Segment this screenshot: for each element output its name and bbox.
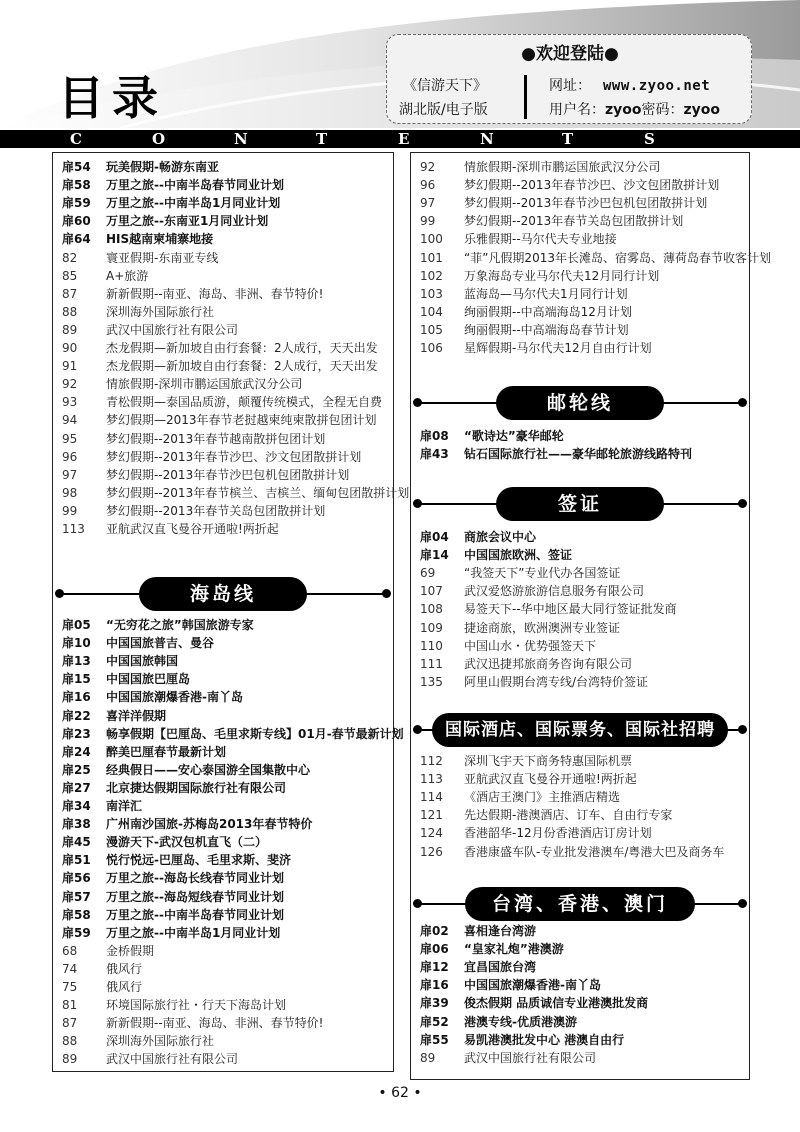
- bullet-dot-icon: [738, 398, 747, 407]
- entry-title: 香港韶华-12月份香港酒店订房计划: [464, 826, 652, 841]
- section-header: [411, 487, 749, 521]
- entry-title: 梦幻假期--2013年春节沙巴包机包团散拼计划: [464, 196, 708, 211]
- toc-entry[interactable]: [62, 358, 378, 375]
- contents-letter: T: [562, 130, 574, 148]
- page-ref: 扉58: [62, 907, 91, 922]
- page-ref: 90: [62, 341, 78, 355]
- page-ref: 扉34: [62, 799, 91, 813]
- entry-title: 万里之旅--中南半岛1月同业计划: [106, 196, 281, 211]
- page-ref: 106: [420, 341, 443, 355]
- toc-entry[interactable]: [420, 428, 564, 445]
- section-header: [411, 713, 749, 747]
- toc-entry[interactable]: [62, 213, 268, 230]
- toc-entry[interactable]: [420, 529, 536, 546]
- toc-entry[interactable]: [420, 159, 660, 176]
- page-ref: 92: [62, 377, 78, 392]
- entry-title: “我签天下”专业代办各国签证: [464, 566, 621, 581]
- toc-entry[interactable]: [420, 1032, 624, 1049]
- section-title: 台湾、香港、澳门: [465, 887, 695, 921]
- page-ref: 扉14: [420, 548, 449, 563]
- page-ref: 93: [62, 395, 78, 410]
- left-column: [52, 152, 410, 1072]
- toc-entry[interactable]: [420, 959, 536, 976]
- entry-title: 绚丽假期--中高端海岛12月计划: [464, 304, 632, 319]
- toc-entry[interactable]: [62, 268, 148, 285]
- page-ref: 扉25: [62, 762, 91, 777]
- page-ref: 扉10: [62, 636, 91, 651]
- bullet-dot-icon: [55, 589, 64, 598]
- toc-entry[interactable]: [62, 231, 213, 248]
- page-ref: 扉22: [62, 708, 91, 723]
- section-title: 邮轮线: [496, 386, 664, 420]
- page-ref: 100: [420, 232, 443, 247]
- bullet-dot-icon: [738, 899, 747, 908]
- entry-title: 中国山水・优势强签天下: [464, 638, 597, 653]
- toc-entry[interactable]: [62, 1051, 238, 1068]
- section-title: 国际酒店、国际票务、国际社招聘: [432, 713, 728, 747]
- entry-title: 万里之旅--中南半岛春节同业计划: [106, 907, 284, 922]
- toc-entry[interactable]: [62, 521, 279, 538]
- page-ref: 扉60: [62, 214, 91, 229]
- toc-entry[interactable]: [62, 979, 142, 996]
- toc-entry[interactable]: [420, 923, 536, 940]
- page-ref: 扉52: [420, 1014, 449, 1029]
- entry-title: HIS越南柬埔寨地接: [106, 232, 214, 247]
- entry-title: 梦幻假期--2013年春节关岛包团散拼计划: [106, 503, 326, 518]
- entry-title: 俊杰假期 品质诚信专业港澳批发商: [464, 996, 649, 1011]
- entry-title: 中国国旅韩国: [106, 654, 179, 669]
- entry-title: A+旅游: [106, 268, 149, 283]
- toc-entry[interactable]: [420, 177, 719, 194]
- toc-entry[interactable]: [62, 340, 378, 357]
- toc-entry[interactable]: [62, 431, 325, 448]
- contents-letter: T: [316, 130, 328, 148]
- page-ref: 89: [62, 322, 78, 337]
- toc-entry[interactable]: [62, 286, 323, 303]
- entry-title: 中国国旅巴厘岛: [106, 672, 191, 687]
- page-ref: 104: [420, 304, 443, 319]
- toc-entry[interactable]: [420, 583, 644, 600]
- entry-title: 武汉迅捷邦旅商务咨询有限公司: [464, 656, 633, 671]
- magazine-name: 《信游天下》: [403, 78, 487, 94]
- toc-entry[interactable]: [62, 744, 226, 761]
- toc-entry[interactable]: [62, 925, 280, 942]
- bullet-dot-icon: [413, 725, 422, 734]
- entry-title: 北京捷达假期国际旅行社有限公司: [106, 780, 287, 795]
- url-row: [549, 75, 710, 95]
- toc-entry[interactable]: [62, 997, 286, 1014]
- page-ref: 96: [420, 178, 436, 193]
- toc-entry[interactable]: [420, 547, 572, 564]
- page-ref: 114: [420, 790, 443, 805]
- bullet-dot-icon: [413, 398, 422, 407]
- page-ref: 107: [420, 584, 443, 599]
- entry-title: 漫游天下-武汉包机直飞（二）: [106, 835, 267, 850]
- toc-entry[interactable]: [420, 1014, 577, 1031]
- entry-title: “菲”凡假期2013年长滩岛、宿雾岛、薄荷岛春节收客计划: [464, 250, 771, 265]
- contents-letter: C: [70, 130, 82, 148]
- page-ref: 124: [420, 826, 443, 841]
- page-ref: 扉08: [420, 429, 449, 443]
- toc-entry[interactable]: [62, 780, 286, 797]
- page-ref: 99: [62, 503, 78, 518]
- page-ref: 扉55: [420, 1032, 449, 1047]
- entry-title: 广州南沙国旅-苏梅岛2013年春节特价: [106, 817, 313, 832]
- entry-title: 中国国旅普吉、曼谷: [106, 636, 215, 651]
- toc-entry[interactable]: [420, 825, 652, 842]
- toc-entry[interactable]: [62, 635, 214, 652]
- entry-title: 情旅假期-深圳市鹏运国旅武汉分公司: [106, 377, 303, 392]
- entry-title: 武汉中国旅行社有限公司: [106, 322, 239, 337]
- toc-entry[interactable]: [62, 708, 166, 725]
- page-ref: 113: [62, 522, 85, 536]
- toc-entry[interactable]: [420, 1050, 596, 1067]
- toc-entry[interactable]: [62, 467, 349, 484]
- toc-entry[interactable]: [420, 941, 564, 958]
- toc-entry[interactable]: [420, 231, 617, 248]
- entry-title: 亚航武汉直飞曼谷开通啦!两折起: [106, 522, 279, 536]
- page-ref: 135: [420, 674, 443, 689]
- page-ref: 91: [62, 359, 78, 374]
- entry-title: 杰龙假期—新加坡自由行套餐：2人成行，天天出发: [106, 341, 378, 355]
- page-ref: 扉04: [420, 530, 449, 544]
- toc-entry[interactable]: [62, 394, 382, 411]
- entry-title: 中国国旅潮爆香港-南丫岛: [464, 978, 601, 993]
- contents-letter: O: [152, 130, 166, 148]
- page-ref: 92: [420, 160, 436, 174]
- page-ref: 97: [62, 467, 78, 482]
- entry-title: 梦幻假期--2013年春节沙巴、沙文包团散拼计划: [106, 449, 362, 464]
- page-title: 目录: [58, 71, 166, 125]
- page-ref: 扉51: [62, 853, 91, 868]
- entry-title: 醉美巴厘春节最新计划: [106, 744, 227, 759]
- page-ref: 75: [62, 980, 78, 994]
- section-header: [411, 386, 749, 420]
- entry-title: 星辉假期-马尔代夫12月自由行计划: [464, 341, 652, 355]
- page-ref: 扉54: [62, 160, 91, 174]
- page-ref: 74: [62, 961, 78, 976]
- toc-entry[interactable]: [62, 870, 284, 887]
- login-box: [386, 34, 752, 124]
- entry-title: 易凯港澳批发中心 港澳自由行: [464, 1032, 625, 1047]
- toc-entry[interactable]: [62, 250, 218, 267]
- section-title: 海岛线: [139, 577, 307, 611]
- entry-title: 武汉中国旅行社有限公司: [464, 1050, 597, 1065]
- entry-title: 畅享假期【巴厘岛、毛里求斯专线】01月-春节最新计划: [106, 726, 404, 741]
- toc-entry[interactable]: [62, 1033, 214, 1050]
- bullet-dot-icon: [738, 725, 747, 734]
- entry-title: 阿里山假期台湾专线/台湾特价签证: [464, 674, 649, 689]
- page-ref: 87: [62, 286, 78, 301]
- page-ref: 扉39: [420, 996, 449, 1011]
- entry-title: 深圳飞宇天下商务特惠国际机票: [464, 754, 633, 768]
- page-ref: 109: [420, 620, 443, 635]
- entry-title: 先达假期-港澳酒店、订车、自由行专家: [464, 808, 673, 823]
- url-label: 网址：: [549, 78, 591, 94]
- page-ref: 扉38: [62, 817, 91, 832]
- section-header: [411, 887, 749, 921]
- entry-title: 梦幻假期--2013年春节关岛包团散拼计划: [464, 214, 684, 229]
- page-ref: 101: [420, 250, 443, 265]
- toc-entry[interactable]: [62, 907, 284, 924]
- page-ref: 110: [420, 638, 443, 653]
- page-ref: 82: [62, 250, 78, 265]
- toc-entry[interactable]: [420, 322, 629, 339]
- page-ref: 扉16: [62, 690, 91, 705]
- username-label: 用户名：: [549, 102, 605, 118]
- page-ref: 89: [62, 1052, 78, 1067]
- page-ref: 85: [62, 268, 78, 283]
- toc-entry[interactable]: [62, 816, 312, 833]
- page-ref: 96: [62, 449, 78, 464]
- page-ref: 扉57: [62, 889, 91, 904]
- page-ref: 68: [62, 943, 78, 958]
- entry-title: 宜昌国旅台湾: [464, 960, 537, 975]
- toc-entry[interactable]: [420, 286, 628, 303]
- entry-title: 梦幻假期--2013年春节沙巴包机包团散拼计划: [106, 467, 350, 482]
- page-ref: 94: [62, 413, 78, 428]
- section-header: [53, 577, 393, 611]
- page-ref: 81: [62, 998, 78, 1013]
- page-ref: 扉24: [62, 744, 91, 759]
- page-ref: 105: [420, 322, 443, 337]
- entry-title: “无穷花之旅”韩国旅游专家: [106, 618, 254, 632]
- toc-entry[interactable]: [62, 961, 142, 978]
- toc-entry[interactable]: [62, 195, 280, 212]
- entry-title: 香港康盛车队-专业批发港澳车/粤港大巴及商务车: [464, 844, 725, 859]
- entry-title: 梦幻假期--2013年春节沙巴、沙文包团散拼计划: [464, 178, 720, 193]
- page-ref: 扉15: [62, 672, 91, 687]
- page-ref: 126: [420, 844, 443, 859]
- bullet-dot-icon: [738, 499, 747, 508]
- entry-title: 商旅会议中心: [464, 530, 537, 544]
- toc-entry[interactable]: [420, 250, 771, 267]
- toc-entry[interactable]: [420, 753, 632, 770]
- toc-entry[interactable]: [420, 789, 620, 806]
- page-ref: 88: [62, 304, 78, 319]
- toc-entry[interactable]: [420, 340, 652, 357]
- page-ref: 扉02: [420, 924, 449, 938]
- page-ref: 扉45: [62, 835, 91, 850]
- page-ref: 扉64: [62, 232, 91, 247]
- magazine-edition: 湖北版/电子版: [399, 102, 488, 118]
- entry-title: 武汉爱悠游旅游信息服务有限公司: [464, 584, 645, 599]
- contents-letter: E: [398, 130, 410, 148]
- page-ref: 102: [420, 268, 443, 283]
- toc-entry[interactable]: [62, 1015, 323, 1032]
- page-ref: 扉16: [420, 978, 449, 993]
- toc-entry[interactable]: [420, 601, 677, 618]
- entry-title: 深圳海外国际旅行社: [106, 304, 215, 319]
- toc-entry[interactable]: [420, 977, 601, 994]
- contents-banner: [0, 130, 800, 148]
- page-ref: 扉58: [62, 178, 91, 193]
- page-ref: 95: [62, 431, 78, 446]
- entry-title: 新新假期--南亚、海岛、非洲、春节特价!: [106, 286, 324, 301]
- password-value: zyoo: [683, 102, 721, 118]
- entry-title: 玩美假期-畅游东南亚: [106, 160, 219, 174]
- toc-entry[interactable]: [62, 943, 154, 960]
- toc-entry[interactable]: [62, 177, 284, 194]
- entry-title: 钻石国际旅行社——豪华邮轮旅游线路特刊: [464, 447, 693, 462]
- entry-title: 易签天下--华中地区最大同行签证批发商: [464, 602, 677, 617]
- toc-entry[interactable]: [62, 726, 404, 743]
- toc-entry[interactable]: [62, 617, 254, 634]
- toc-entry[interactable]: [420, 620, 620, 637]
- toc-entry[interactable]: [62, 304, 214, 321]
- toc-entry[interactable]: [420, 446, 692, 463]
- toc-entry[interactable]: [62, 159, 219, 176]
- toc-entry[interactable]: [62, 412, 377, 429]
- toc-entry[interactable]: [420, 844, 724, 861]
- page-ref: 扉13: [62, 654, 91, 669]
- entry-title: 杰龙假期—新加坡自由行套餐：2人成行，天天出发: [106, 359, 378, 374]
- page-ref: 108: [420, 602, 443, 617]
- toc-entry[interactable]: [420, 565, 620, 582]
- entry-title: 经典假日——安心泰国游全国集散中心: [106, 762, 311, 777]
- toc-entry[interactable]: [420, 656, 632, 673]
- entry-title: 喜洋洋假期: [106, 708, 167, 723]
- toc-entry[interactable]: [62, 322, 238, 339]
- entry-title: 亚航武汉直飞曼谷开通啦!两折起: [464, 772, 637, 787]
- entry-title: 捷途商旅，欧洲澳洲专业签证: [464, 620, 621, 635]
- entry-title: 俄风行: [106, 980, 143, 994]
- toc-entry[interactable]: [420, 304, 632, 321]
- contents-letter: N: [234, 130, 248, 148]
- toc-entry[interactable]: [62, 762, 310, 779]
- page-ref: 87: [62, 1016, 78, 1031]
- page-ref: 113: [420, 772, 443, 787]
- toc-entry[interactable]: [62, 671, 190, 688]
- entry-title: 港澳专线-优质港澳游: [464, 1014, 577, 1029]
- page-ref: 扉59: [62, 196, 91, 211]
- entry-title: 万里之旅--中南半岛1月同业计划: [106, 925, 281, 940]
- page-ref: 扉12: [420, 960, 449, 975]
- website-link[interactable]: www.zyoo.net: [603, 78, 711, 94]
- contents-letter: S: [644, 130, 655, 148]
- entry-title: 悦行悦远-巴厘岛、毛里求斯、斐济: [106, 853, 291, 868]
- bullet-dot-icon: [413, 499, 422, 508]
- toc-entry[interactable]: [62, 503, 325, 520]
- page-ref: 121: [420, 808, 443, 823]
- page-ref: 112: [420, 754, 443, 768]
- toc-entry[interactable]: [420, 638, 596, 655]
- page-ref: 98: [62, 485, 78, 500]
- toc-entry[interactable]: [420, 213, 683, 230]
- entry-title: 新新假期--南亚、海岛、非洲、春节特价!: [106, 1016, 324, 1031]
- page-header: [0, 0, 800, 150]
- page-number: • 62 •: [378, 1085, 422, 1101]
- toc-entry[interactable]: [420, 771, 637, 788]
- toc-entry[interactable]: [62, 852, 291, 869]
- entry-title: 万里之旅--中南半岛春节同业计划: [106, 178, 284, 193]
- page-ref: 99: [420, 214, 436, 229]
- page-ref: 扉23: [62, 726, 91, 741]
- page-ref: 扉43: [420, 447, 449, 462]
- password-label: 密码：: [641, 102, 684, 118]
- bullet-dot-icon: [382, 589, 391, 598]
- login-title: ●欢迎登陆●: [521, 44, 619, 64]
- page-ref: 扉05: [62, 618, 91, 632]
- entry-title: 武汉中国旅行社有限公司: [106, 1052, 239, 1067]
- page-ref: 103: [420, 286, 443, 301]
- entry-title: 金桥假期: [106, 943, 155, 958]
- entry-title: “皇家礼炮”港澳游: [464, 942, 564, 957]
- right-column: [410, 152, 771, 1080]
- page-ref: 69: [420, 566, 436, 581]
- page-ref: 扉06: [420, 942, 449, 957]
- entry-title: 梦幻假期—2013年春节老挝越柬纯柬散拼包团计划: [106, 413, 377, 428]
- entry-title: 环境国际旅行社・行天下海岛计划: [106, 998, 287, 1013]
- entry-title: 寰亚假期-东南亚专线: [106, 250, 219, 265]
- entry-title: 中国国旅欧洲、签证: [464, 548, 573, 563]
- page-ref: 88: [62, 1034, 78, 1049]
- entry-title: 中国国旅潮爆香港-南丫岛: [106, 690, 243, 705]
- toc-entry[interactable]: [420, 268, 659, 285]
- page-ref: 扉27: [62, 780, 91, 795]
- credentials-row: [549, 99, 720, 119]
- toc-entry[interactable]: [420, 674, 648, 691]
- toc-entry[interactable]: [62, 798, 142, 815]
- username-value: zyoo: [605, 102, 642, 118]
- entry-title: 俄风行: [106, 961, 143, 976]
- toc-entry[interactable]: [420, 995, 648, 1012]
- entry-title: 乐雅假期--马尔代夫专业地接: [464, 232, 617, 247]
- page-ref: 111: [420, 656, 443, 671]
- entry-title: 万里之旅--东南亚1月同业计划: [106, 214, 269, 229]
- entry-title: 《酒店王澳门》主推酒店精选: [464, 790, 621, 805]
- entry-title: 喜相逢台湾游: [464, 924, 537, 938]
- entry-title: 梦幻假期--2013年春节越南散拼包团计划: [106, 431, 326, 446]
- bullet-dot-icon: [413, 899, 422, 908]
- toc-entry[interactable]: [420, 807, 672, 824]
- toc-entry[interactable]: [62, 485, 409, 502]
- toc-entry[interactable]: [62, 834, 267, 851]
- page-ref: 97: [420, 196, 436, 211]
- toc-entry[interactable]: [62, 376, 302, 393]
- entry-title: 深圳海外国际旅行社: [106, 1034, 215, 1049]
- entry-title: 蓝海岛—马尔代夫1月同行计划: [464, 286, 628, 301]
- entry-title: 梦幻假期--2013年春节槟兰、吉槟兰、缅甸包团散拼计划: [106, 485, 410, 500]
- page-ref: 扉56: [62, 871, 91, 886]
- section-title: 签证: [496, 487, 664, 521]
- entry-title: “歌诗达”豪华邮轮: [464, 429, 564, 443]
- page-ref: 扉59: [62, 925, 91, 940]
- toc-entry[interactable]: [62, 653, 178, 670]
- entry-title: 万里之旅--海岛短线春节同业计划: [106, 889, 284, 904]
- entry-title: 南洋汇: [106, 799, 143, 813]
- login-divider: [524, 75, 527, 119]
- toc-entry[interactable]: [62, 449, 361, 466]
- toc-entry[interactable]: [62, 689, 243, 706]
- entry-title: 万象海岛专业马尔代夫12月同行计划: [464, 268, 660, 283]
- entry-title: 情旅假期-深圳市鹏运国旅武汉分公司: [464, 160, 661, 174]
- contents-letter: N: [480, 130, 494, 148]
- entry-title: 万里之旅--海岛长线春节同业计划: [106, 871, 284, 886]
- entry-title: 绚丽假期--中高端海岛春节计划: [464, 322, 629, 337]
- entry-title: 青松假期—泰国品质游，颠覆传统模式，全程无自费: [106, 395, 383, 410]
- toc-entry[interactable]: [62, 889, 284, 906]
- page-ref: 89: [420, 1050, 436, 1065]
- toc-entry[interactable]: [420, 195, 707, 212]
